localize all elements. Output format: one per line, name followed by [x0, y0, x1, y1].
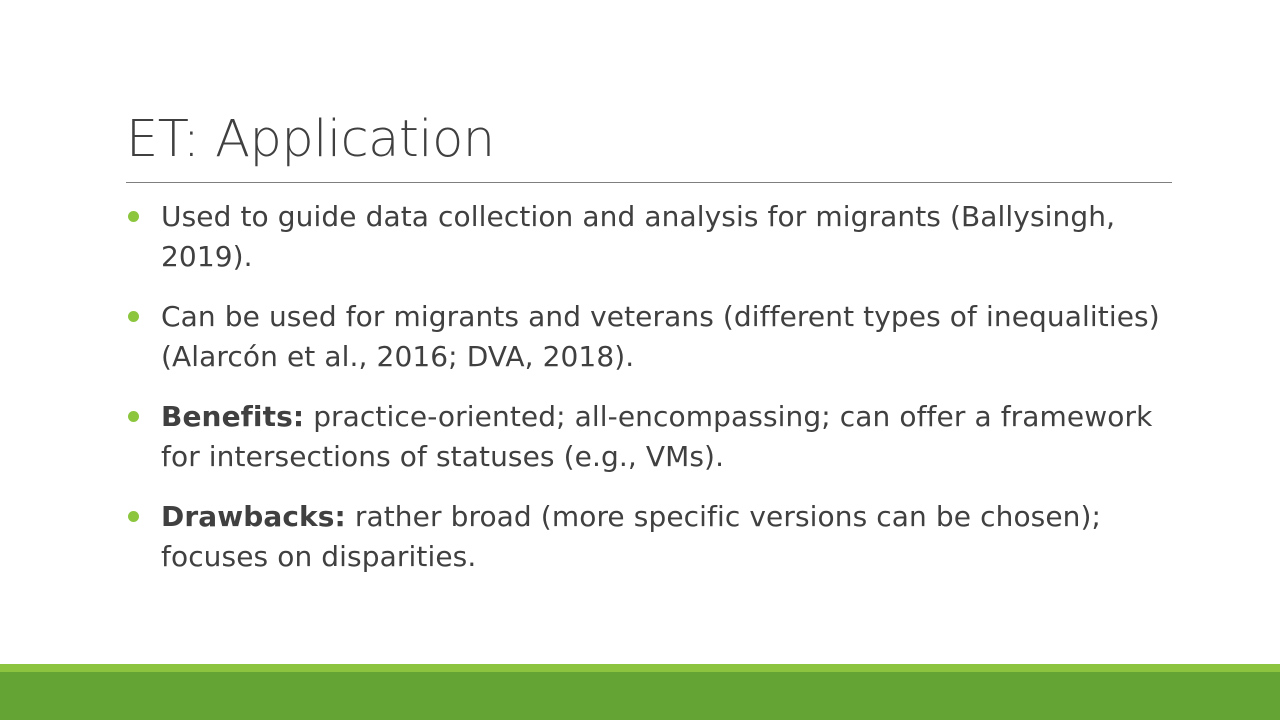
bullet-dot-icon	[128, 211, 139, 222]
bullet-item	[126, 397, 1186, 477]
bullet-body: Can be used for migrants and veterans (different types of inequalities) (Alarcón et al., 2016; DVA, 2018).	[161, 300, 1160, 373]
bullet-item	[126, 497, 1186, 577]
bullet-text	[161, 300, 1160, 373]
slide-title: ET: Application	[126, 110, 495, 169]
bullet-list	[126, 197, 1186, 597]
bullet-lead: Drawbacks:	[161, 500, 346, 533]
bullet-item	[126, 197, 1186, 277]
bullet-item	[126, 297, 1186, 377]
bullet-text	[161, 400, 1152, 473]
bullet-body: practice-oriented; all-encompassing; can offer a framework for intersections of statuses (e.g., VMs).	[161, 400, 1153, 473]
title-divider	[126, 182, 1172, 183]
footer-accent-stripe	[0, 664, 1280, 672]
bullet-text	[161, 200, 1115, 273]
bullet-body: rather broad (more specific versions can be chosen); focuses on disparities.	[161, 500, 1102, 573]
bullet-text	[161, 500, 1101, 573]
bullet-dot-icon	[128, 311, 139, 322]
bullet-body: Used to guide data collection and analysis for migrants (Ballysingh, 2019).	[161, 200, 1116, 273]
bullet-lead: Benefits:	[161, 400, 305, 433]
bullet-dot-icon	[128, 411, 139, 422]
bullet-dot-icon	[128, 511, 139, 522]
footer-bar	[0, 672, 1280, 720]
